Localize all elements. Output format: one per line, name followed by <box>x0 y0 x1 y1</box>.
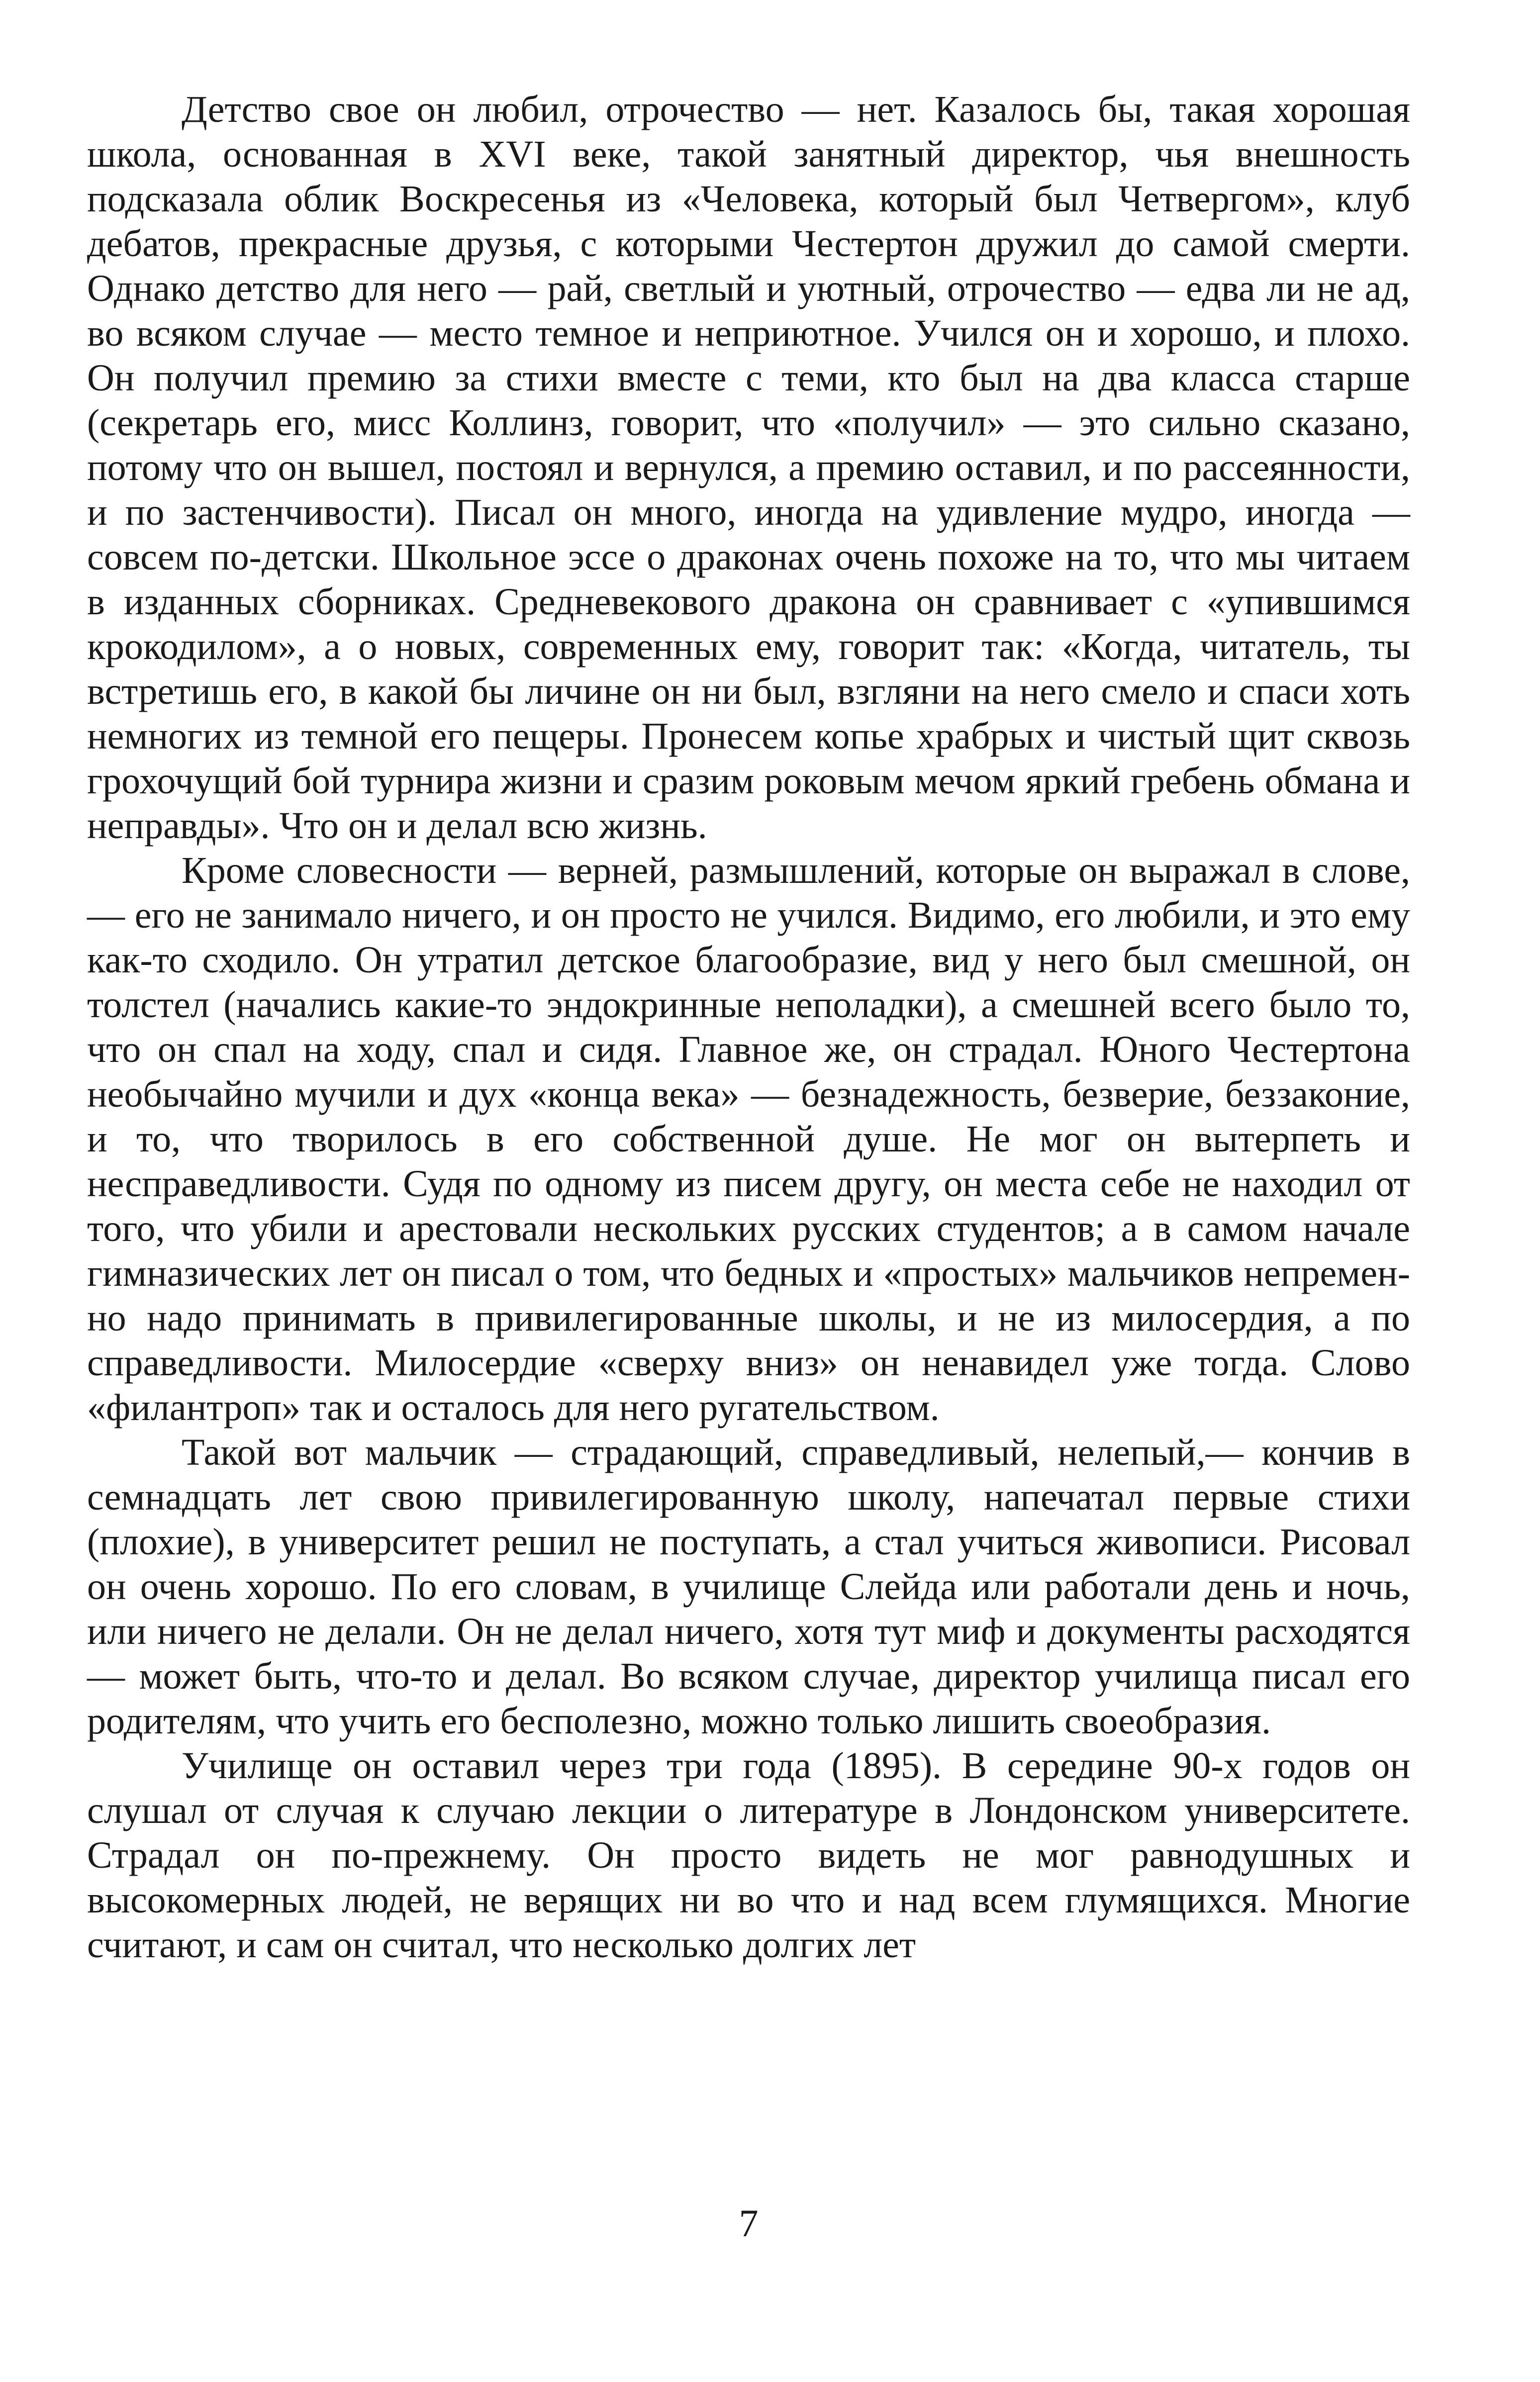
paragraph-1: Детство свое он любил, отрочество — нет. Казалось бы, такая хорошая школа, основанная в XVI веке, такой занятный директор, чья внешность подсказала облик Воскресенья из «Человека, который был Четвергом», клуб дебатов, прекрасные друзья, с которыми Честертон дружил до самой смерти. Однако детство для него — рай, светлый и уютный, отрочество — едва ли не ад, во всяком случае — место темное и неприютное. Учился он и хорошо, и плохо. Он получил премию за стихи вместе с теми, кто был на два класса старше (секретарь его, мисс Коллинз, говорит, что «получил» — это сильно сказано, потому что он вышел, постоял и вернулся, а премию оставил, и по рассеянности, и по застенчивости). Писал он много, иногда на удивление мудро, иногда — совсем по-детски. Школьное эссе о драконах очень похоже на то, что мы читаем в изданных сборниках. Средневекового дракона он сравнивает с «упившимся крокодилом», а о новых, современных ему, говорит так: «Когда, читатель, ты встретишь его, в какой бы личине он ни был, взгляни на него смело и спаси хоть немногих из темной его пещеры. Пронесем копье храбрых и чистый щит сквозь грохочущий бой турнира жизни и сразим роковым мечом яркий гребень обмана и неправды». Что он и делал всю жизнь. <box>87 89 1410 847</box>
body-text <box>87 87 1410 1967</box>
book-page <box>87 87 1410 2286</box>
paragraph-3: Такой вот мальчик — страдающий, справедливый, нелепый,— кончив в семнадцать лет свою привилегированную школу, напечатал первые стихи (плохие), в университет решил не поступать, а стал учиться живописи. Рисовал он очень хорошо. По его словам, в училище Слейда или работали день и ночь, или ничего не делали. Он не делал ничего, хотя тут миф и документы расходятся — может быть, что-то и делал. Во всяком случае, директор училища писал его родителям, что учить его бесполезно, можно только лишить своеобразия. <box>87 1431 1410 1742</box>
paragraph-4: Училище он оставил через три года (1895). В середине 90-х годов он слушал от случая к случаю лекции о литературе в Лондонском университете. Страдал он по-прежнему. Он просто видеть не мог равнодушных и высокомерных людей, не верящих ни во что и над всем глумящихся. Многие считают, и сам он считал, что несколько долгих лет <box>87 1745 1410 1966</box>
page-number: 7 <box>739 2201 759 2245</box>
paragraph-2: Кроме словесности — верней, размышлений, которые он выражал в слове,— его не занимало ничего, и он просто не учился. Видимо, его любили, и это ему как-то сходило. Он утратил детское благообразие, вид у него был смешной, он толстел (начались какие-то эндокринные неполадки), а смешней всего было то, что он спал на ходу, спал и сидя. Главное же, он страдал. Юного Честертона необычайно мучили и дух «конца века» — безнадежность, безверие, беззаконие, и то, что творилось в его собственной душе. Не мог он вытерпеть и несправедливости. Судя по одному из писем другу, он места себе не находил от того, что убили и арестовали нескольких русских студентов; а в самом начале гимназических лет он писал о том, что бедных и «простых» мальчиков непременно надо принимать в привилегированные школы, и не из милосердия, а по справедливости. Милосердие «сверху вниз» он ненавидел уже тогда. Слово «филантроп» так и осталось для него ругательством. <box>87 850 1410 1429</box>
